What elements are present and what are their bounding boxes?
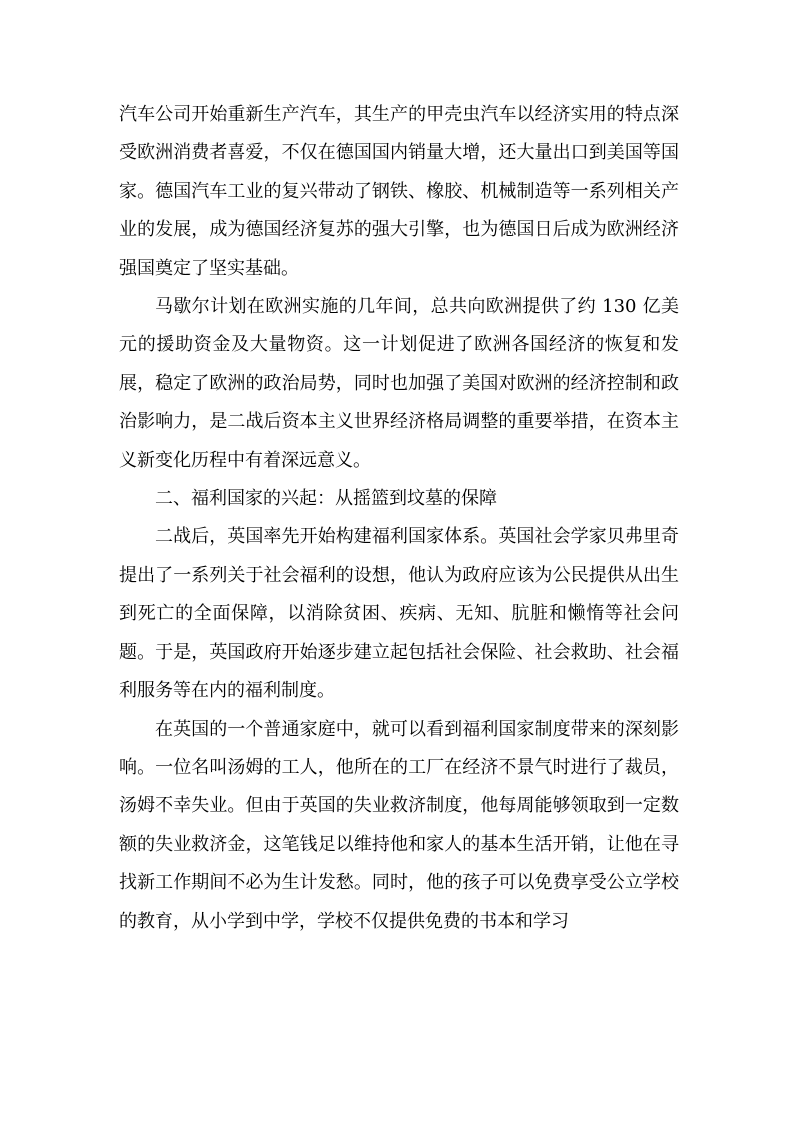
document-page <box>119 96 679 941</box>
section-heading-welfare-state: 二、福利国家的兴起：从摇篮到坟墓的保障 <box>155 488 497 510</box>
paragraph-marshall-plan: 马歇尔计划在欧洲实施的几年间，总共向欧洲提供了约 130 亿美元的援助资金及大量物资。这一计划促进了欧洲各国经济的恢复和发展，稳定了欧洲的政治局势，同时也加强了美国对欧洲的经济控制和政治影响力，是二战后资本主义世界经济格局调整的重要举措，在资本主义新变化历程中有着深远意义。 <box>119 296 679 471</box>
paragraph-beveridge: 二战后，英国率先开始构建福利国家体系。英国社会学家贝弗里奇提出了一系列关于社会福利的设想，他认为政府应该为公民提供从出生到死亡的全面保障，以消除贫困、疾病、无知、肮脏和懒惰等社会问题。于是，英国政府开始逐步建立起包括社会保险、社会救助、社会福利服务等在内的福利制度。 <box>119 526 679 702</box>
paragraph-tom-example: 在英国的一个普通家庭中，就可以看到福利国家制度带来的深刻影响。一位名叫汤姆的工人，他所在的工厂在经济不景气时进行了裁员，汤姆不幸失业。但由于英国的失业救济制度，他每周能够领取到一定数额的失业救济金，这笔钱足以维持他和家人的基本生活开销，让他在寻找新工作期间不必为生计发愁。同时，他的孩子可以免费享受公立学校的教育，从小学到中学，学校不仅提供免费的书本和学习 <box>119 718 679 932</box>
paragraph-continuation: 汽车公司开始重新生产汽车，其生产的甲壳虫汽车以经济实用的特点深受欧洲消费者喜爱，不仅在德国国内销量大增，还大量出口到美国等国家。德国汽车工业的复兴带动了钢铁、橡胶、机械制造等一系列相关产业的发展，成为德国经济复苏的强大引擎，也为德国日后成为欧洲经济强国奠定了坚实基础。 <box>119 104 679 279</box>
